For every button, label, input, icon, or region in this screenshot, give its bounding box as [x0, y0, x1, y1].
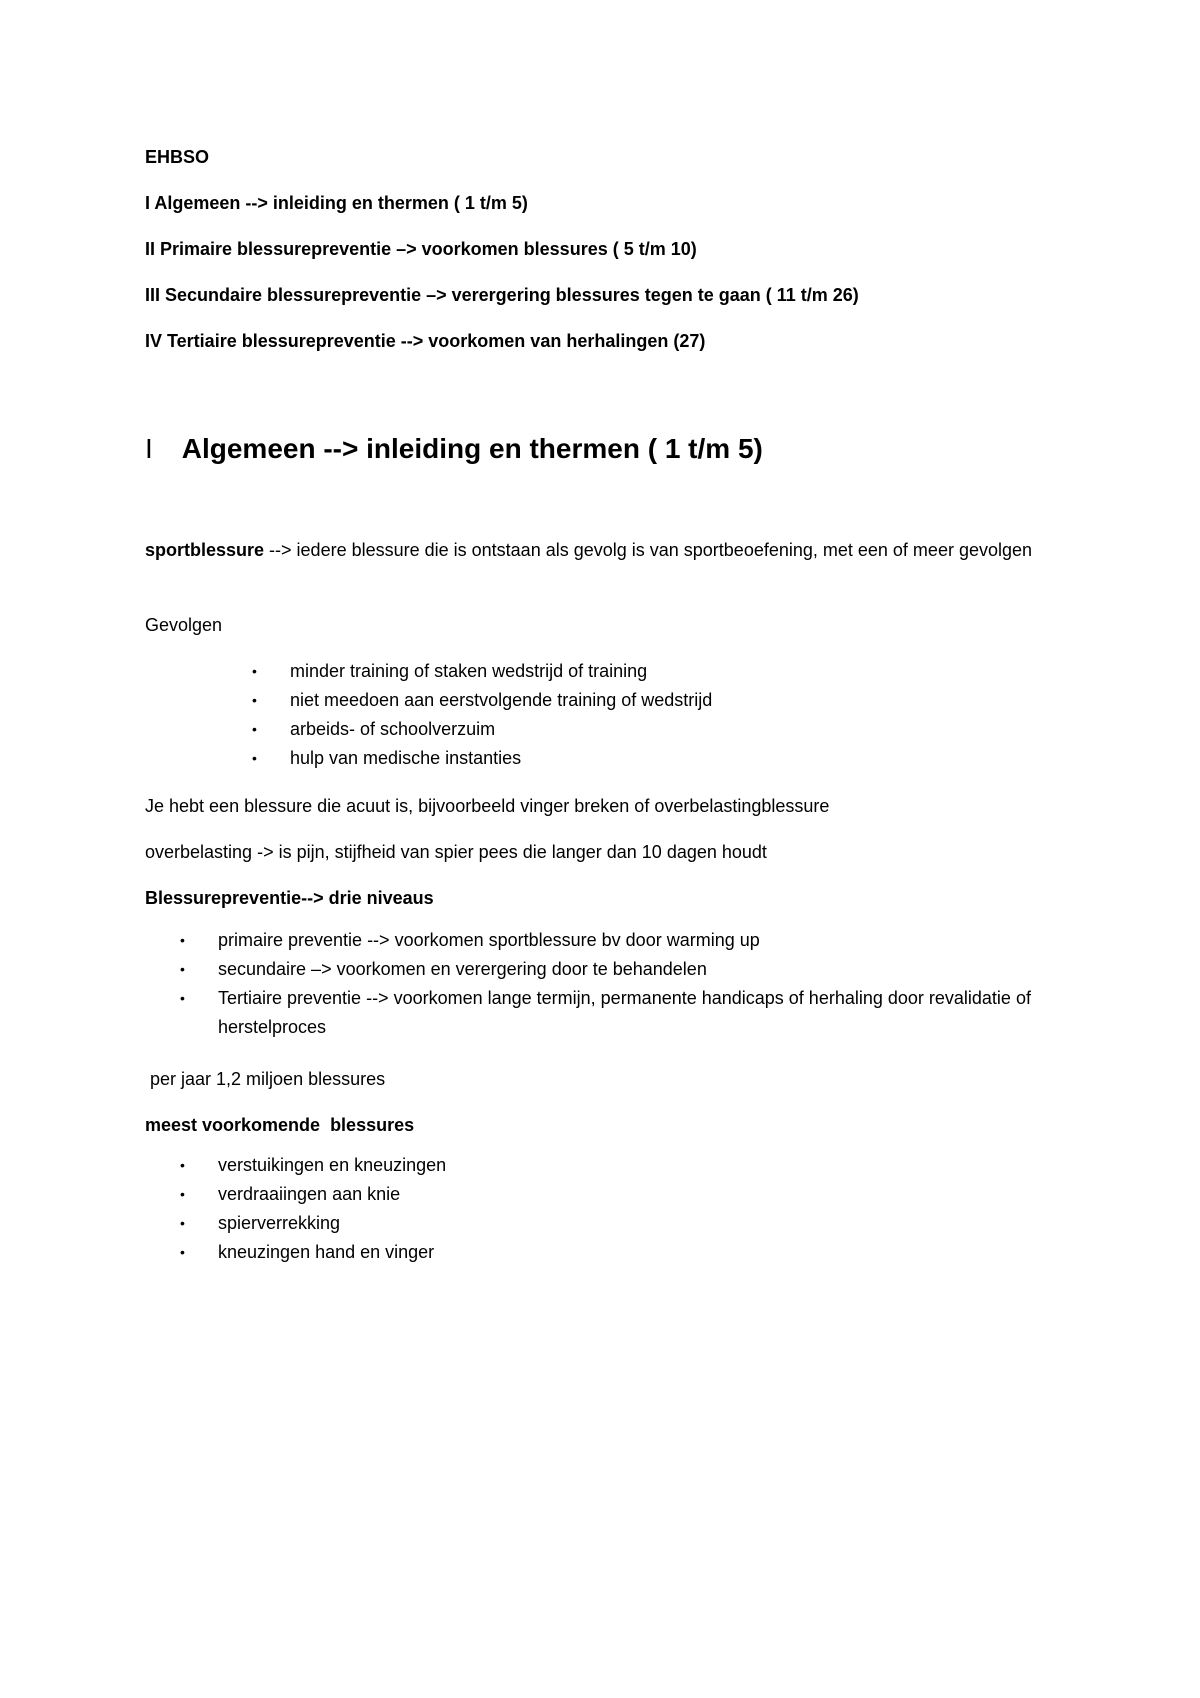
- bullet-icon: •: [252, 692, 257, 708]
- definition-term: sportblessure: [145, 540, 265, 560]
- acuut-paragraph: Je hebt een blessure die acuut is, bijvoorbeeld vinger breken of overbelastingblessure: [145, 796, 830, 816]
- bullet-icon: •: [252, 750, 257, 766]
- list-item: • spierverrekking: [218, 1209, 1078, 1238]
- section-number: I: [145, 433, 153, 464]
- toc-item-1: I Algemeen --> inleiding en thermen ( 1 t/m 5): [145, 193, 528, 213]
- list-item: • arbeids- of schoolverzuim: [290, 715, 1090, 744]
- gevolgen-label: Gevolgen: [145, 615, 223, 635]
- meest-list: [180, 1151, 1078, 1267]
- list-item: • minder training of staken wedstrijd of training: [290, 657, 1090, 686]
- toc-item-2: II Primaire blessurepreventie –> voorkomen blessures ( 5 t/m 10): [145, 239, 697, 259]
- toc-item-3: III Secundaire blessurepreventie –> verergering blessures tegen te gaan ( 11 t/m 26): [145, 285, 859, 305]
- document-title: EHBSO: [145, 147, 210, 167]
- bullet-icon: •: [252, 663, 257, 679]
- definition-text: --> iedere blessure die is ontstaan als gevolg is van sportbeoefening, met een of meer gevolgen: [264, 540, 1033, 560]
- bullet-icon: •: [180, 1186, 185, 1202]
- preventie-heading: Blessurepreventie--> drie niveaus: [145, 888, 434, 908]
- bullet-icon: •: [252, 721, 257, 737]
- bullet-icon: •: [180, 1157, 185, 1173]
- meest-heading: meest voorkomende blessures: [145, 1115, 415, 1135]
- per-jaar-paragraph: per jaar 1,2 miljoen blessures: [145, 1069, 386, 1089]
- bullet-icon: •: [180, 1215, 185, 1231]
- list-item: • verstuikingen en kneuzingen: [218, 1151, 1078, 1180]
- definition-paragraph: [145, 536, 1075, 565]
- section-heading: [145, 433, 763, 465]
- list-item: • hulp van medische instanties: [290, 744, 1090, 773]
- bullet-icon: •: [180, 961, 185, 977]
- gevolgen-list: [252, 657, 1090, 773]
- list-item: • kneuzingen hand en vinger: [218, 1238, 1078, 1267]
- overbelasting-paragraph: overbelasting -> is pijn, stijfheid van spier pees die langer dan 10 dagen houdt: [145, 842, 767, 862]
- toc-item-4: IV Tertiaire blessurepreventie --> voorkomen van herhalingen (27): [145, 331, 706, 351]
- list-item: • secundaire –> voorkomen en verergering door te behandelen: [218, 955, 1078, 984]
- preventie-list: [180, 926, 1078, 1042]
- section-heading-text: Algemeen --> inleiding en thermen ( 1 t/m 5): [181, 433, 763, 464]
- bullet-icon: •: [180, 932, 185, 948]
- bullet-icon: •: [180, 990, 185, 1006]
- list-item: • Tertiaire preventie --> voorkomen lange termijn, permanente handicaps of herhaling door revalidatie of herstelproces: [218, 984, 1078, 1042]
- list-item: • niet meedoen aan eerstvolgende training of wedstrijd: [290, 686, 1090, 715]
- list-item: • primaire preventie --> voorkomen sportblessure bv door warming up: [218, 926, 1078, 955]
- list-item: • verdraaiingen aan knie: [218, 1180, 1078, 1209]
- bullet-icon: •: [180, 1244, 185, 1260]
